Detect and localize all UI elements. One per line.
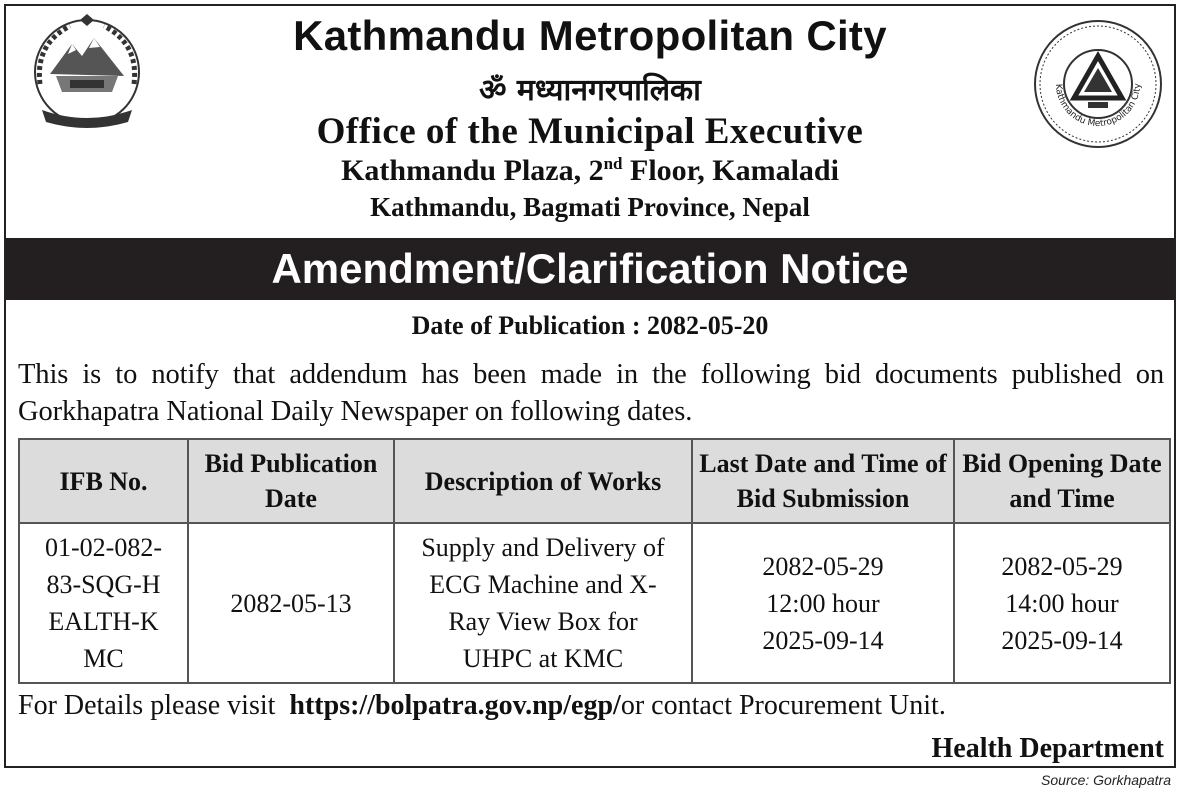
address-line-2: Kathmandu, Bagmati Province, Nepal [370, 192, 810, 222]
office-title: Office of the Municipal Executive [316, 111, 864, 152]
kmc-seal-icon [1032, 18, 1164, 150]
submission-time: 12:00 hour [766, 588, 880, 618]
cell-submission [692, 523, 954, 683]
submission-ad-date: 2025-09-14 [762, 625, 884, 655]
submission-date: 2082-05-29 [762, 551, 884, 581]
header-description-of-works: Description of Works [394, 439, 692, 523]
address-line-1-suffix: Floor, Kamaladi [622, 154, 839, 187]
header-ifb-no: IFB No. [19, 439, 188, 523]
publication-date: Date of Publication : 2082-05-20 [411, 311, 769, 340]
seal-text: Kathmandu Metropolitan City [1052, 83, 1144, 130]
cell-publication-date: 2082-05-13 [188, 523, 394, 683]
cell-description: Supply and Delivery of ECG Machine and X-Ray View Box for UHPC at KMC [394, 523, 692, 683]
table-header-row [19, 439, 1170, 523]
cell-opening [954, 523, 1170, 683]
cell-ifb-no: 01-02-082-83-SQG-HEALTH-KMC [19, 523, 188, 683]
header-bid-opening: Bid Opening Date and Time [954, 439, 1170, 523]
intro-text: This is to notify that addendum has been made in the following bid documents published on Gorkhapatra National Daily Newspaper on following dates. [18, 359, 1164, 427]
opening-date: 2082-05-29 [1001, 551, 1123, 581]
header-bid-publication-date: Bid Publication Date [188, 439, 394, 523]
address-line-1 [6, 154, 1174, 188]
source-credit: Source: Gorkhapatra [1041, 772, 1171, 788]
notice-title: Amendment/Clarification Notice [6, 238, 1174, 300]
address-line-1-prefix: Kathmandu Plaza, 2 [341, 154, 604, 187]
devanagari-title: ॐ मध्यानगरपालिका [479, 73, 701, 108]
table-row [19, 523, 1170, 683]
department-name: Health Department [931, 733, 1164, 764]
opening-ad-date: 2025-09-14 [1001, 625, 1123, 655]
bolpatra-link[interactable]: https://bolpatra.gov.np/egp/ [289, 690, 621, 721]
bid-table [18, 438, 1171, 684]
address-line-1-ordinal: nd [603, 154, 623, 173]
header-last-date-submission: Last Date and Time of Bid Submission [692, 439, 954, 523]
details-suffix: or contact Procurement Unit. [620, 690, 946, 721]
city-name: Kathmandu Metropolitan City [293, 12, 887, 59]
notice-header [6, 6, 1174, 238]
notice-card [4, 4, 1176, 768]
details-prefix: For Details please visit [18, 690, 276, 721]
details-line [18, 690, 946, 722]
opening-time: 14:00 hour [1005, 588, 1119, 618]
